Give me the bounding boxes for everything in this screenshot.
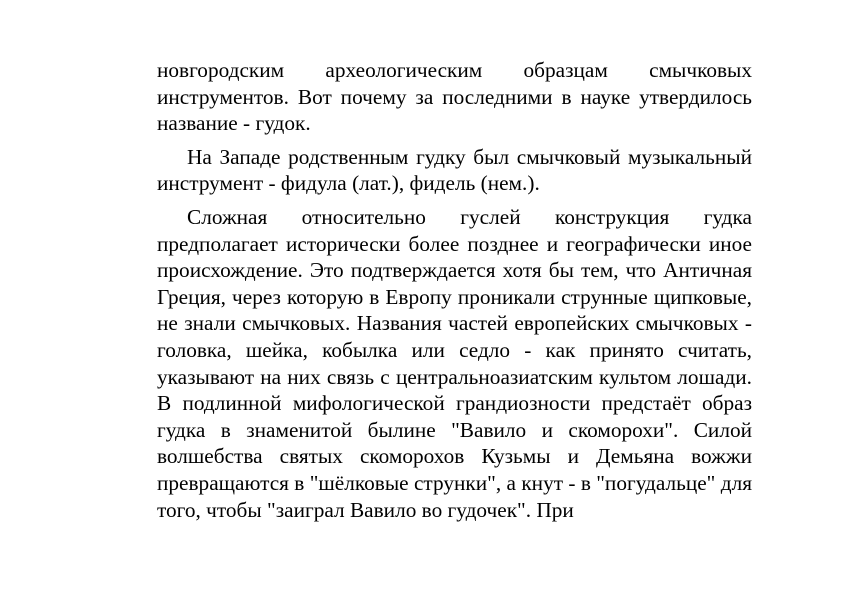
document-body xyxy=(157,57,752,530)
paragraph-gudok-origin: Сложная относительно гуслей конструкция гудка предполагает исторически более позднее и географически иное происхождение. Это подтверждается хотя бы тем, что Античная Греция, через которую в Европу проникали струнные щипковые, не знали смычковых. Названия частей европейских смычковых - головка, шейка, кобылка или седло - как принято считать, указывают на них связь с центральноазиатским культом лошади. В подлинной мифологической грандиозности предстаёт образ гудка в знаменитой былине "Вавило и скоморохи". Силой волшебства святых скоморохов Кузьмы и Демьяна вожжи превращаются в "шёлковые струнки", а кнут - в "погудальце" для того, чтобы "заиграл Вавило во гудочек". При xyxy=(157,204,752,522)
paragraph-fidula: На Западе родственным гудку был смычковый музыкальный инструмент - фидула (лат.), фидель (нем.). xyxy=(157,144,752,196)
paragraph-continuation: новгородским археологическим образцам смычковых инструментов. Вот почему за последними в науке утвердилось название - гудок. xyxy=(157,58,752,136)
